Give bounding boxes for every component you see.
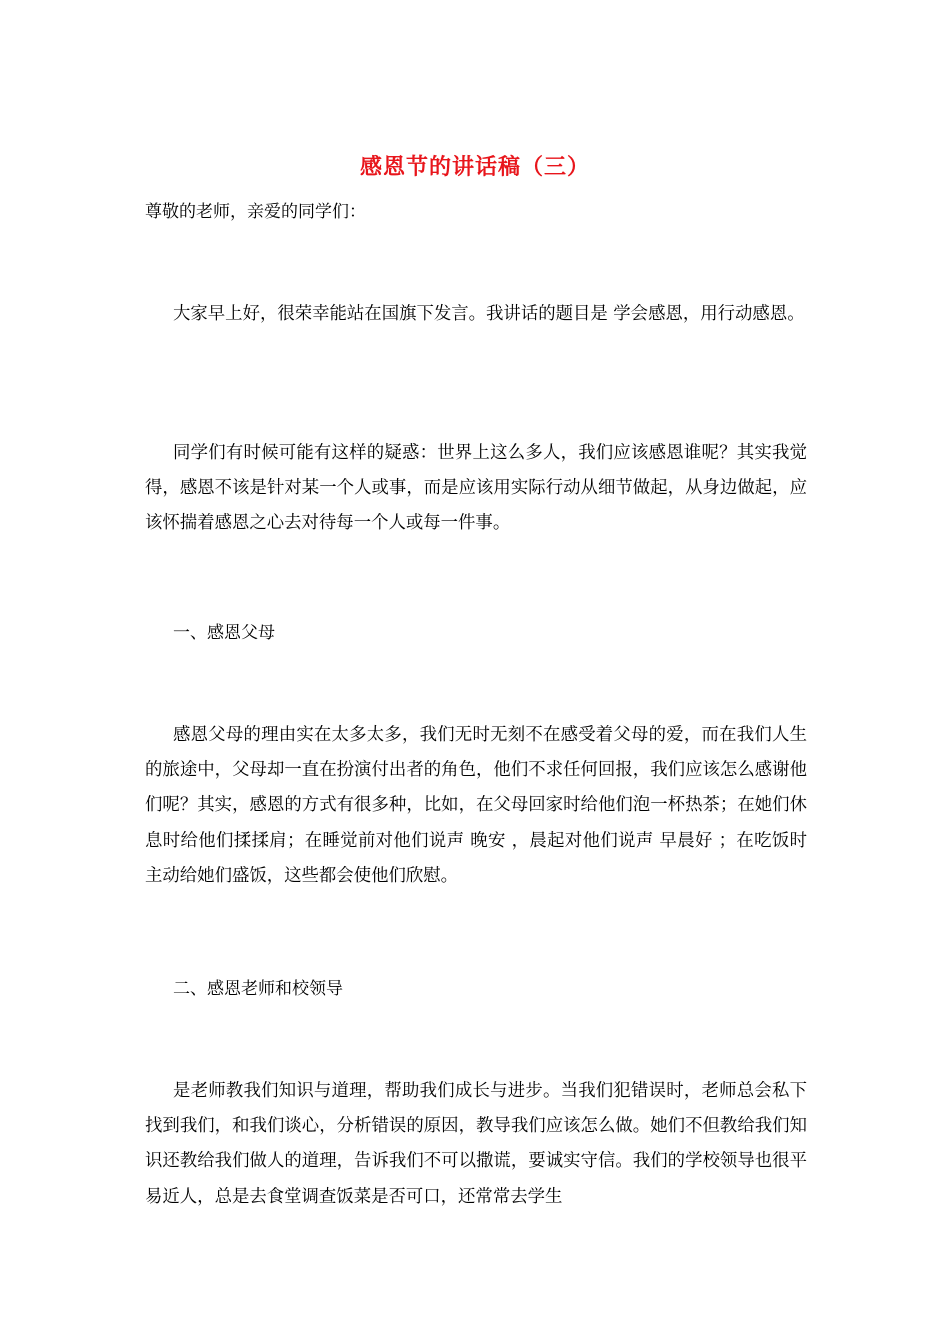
paragraph-greeting: 大家早上好，很荣幸能站在国旗下发言。我讲话的题目是 学会感恩，用行动感恩。 (173, 304, 805, 324)
salutation: 尊敬的老师，亲爱的同学们： (145, 202, 366, 222)
paragraph-teachers: 是老师教我们知识与道理，帮助我们成长与进步。当我们犯错误时，老师总会私下找到我们，和我们谈心，分析错误的原因，教导我们应该怎么做。她们不但教给我们知识还教给我们做人的道理，告诉我们不可以撒谎，要诚实守信。我们的学校领导也很平易近人，总是去食堂调查饭菜是否可口，还常常去学生 (145, 1081, 807, 1207)
paragraph-parents: 感恩父母的理由实在太多太多，我们无时无刻不在感受着父母的爱，而在我们人生的旅途中，父母却一直在扮演付出者的角色，他们不求任何回报，我们应该怎么感谢他们呢？其实，感恩的方式有很多种，比如，在父母回家时给他们泡一杯热茶；在她们休息时给他们揉揉肩；在睡觉前对他们说声 晚安 ，晨起对他们说声 早晨好 ；在吃饭时主动给她们盛饭，这些都会使他们欣慰。 (145, 725, 807, 886)
document-title: 感恩节的讲话稿（三） (359, 154, 590, 180)
section-heading-teachers: 二、感恩老师和校领导 (173, 979, 343, 999)
paragraph-intro: 同学们有时候可能有这样的疑惑：世界上这么多人，我们应该感恩谁呢？其实我觉得，感恩不该是针对某一个人或事，而是应该用实际行动从细节做起，从身边做起，应该怀揣着感恩之心去对待每一个人或每一件事。 (145, 443, 807, 534)
section-heading-parents: 一、感恩父母 (173, 623, 275, 643)
